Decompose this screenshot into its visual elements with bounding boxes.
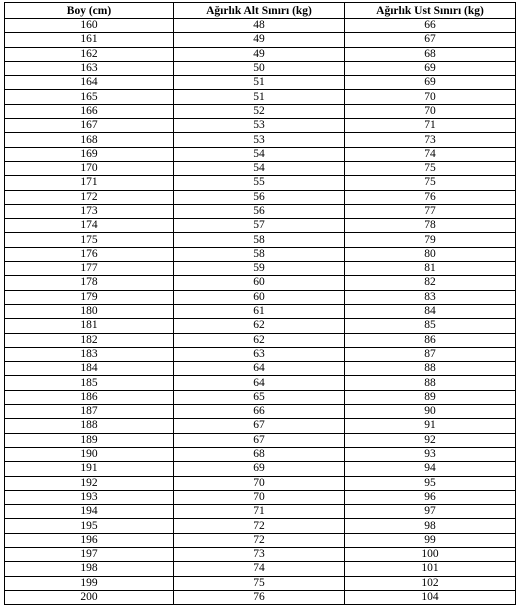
cell-weight-min: 67 [174, 419, 345, 433]
cell-weight-max: 68 [345, 47, 516, 61]
cell-weight-max: 66 [345, 19, 516, 33]
table-row [5, 362, 516, 376]
cell-weight-min: 53 [174, 133, 345, 147]
cell-height: 192 [5, 476, 174, 490]
cell-weight-min: 48 [174, 19, 345, 33]
table-row [5, 333, 516, 347]
cell-weight-max: 81 [345, 262, 516, 276]
cell-weight-min: 56 [174, 190, 345, 204]
header-row [5, 3, 516, 19]
cell-weight-min: 56 [174, 204, 345, 218]
table-row [5, 76, 516, 90]
cell-weight-min: 72 [174, 519, 345, 533]
cell-height: 176 [5, 247, 174, 261]
table-row [5, 319, 516, 333]
cell-weight-max: 77 [345, 204, 516, 218]
table-row [5, 390, 516, 404]
cell-height: 161 [5, 33, 174, 47]
cell-weight-max: 87 [345, 347, 516, 361]
header-weight-max: Ağırlık Ust Sınırı (kg) [345, 3, 516, 19]
cell-weight-min: 59 [174, 262, 345, 276]
cell-weight-min: 72 [174, 533, 345, 547]
cell-weight-min: 61 [174, 304, 345, 318]
table-row [5, 176, 516, 190]
table-row [5, 547, 516, 561]
cell-weight-max: 97 [345, 505, 516, 519]
cell-weight-min: 69 [174, 462, 345, 476]
cell-weight-max: 95 [345, 476, 516, 490]
cell-weight-min: 73 [174, 547, 345, 561]
cell-height: 177 [5, 262, 174, 276]
cell-weight-max: 83 [345, 290, 516, 304]
cell-weight-max: 104 [345, 590, 516, 604]
table-row [5, 490, 516, 504]
cell-height: 198 [5, 562, 174, 576]
cell-weight-min: 52 [174, 104, 345, 118]
table-row [5, 476, 516, 490]
table-row [5, 290, 516, 304]
table-row [5, 304, 516, 318]
table-row [5, 247, 516, 261]
table-row [5, 505, 516, 519]
table-row [5, 262, 516, 276]
cell-weight-max: 69 [345, 76, 516, 90]
table-row [5, 462, 516, 476]
cell-weight-max: 101 [345, 562, 516, 576]
cell-weight-max: 86 [345, 333, 516, 347]
cell-height: 193 [5, 490, 174, 504]
cell-height: 199 [5, 576, 174, 590]
table-row [5, 419, 516, 433]
cell-weight-max: 84 [345, 304, 516, 318]
cell-height: 178 [5, 276, 174, 290]
cell-height: 183 [5, 347, 174, 361]
table-row [5, 90, 516, 104]
cell-weight-min: 64 [174, 376, 345, 390]
cell-weight-min: 70 [174, 490, 345, 504]
cell-weight-max: 70 [345, 104, 516, 118]
cell-weight-min: 63 [174, 347, 345, 361]
table-row [5, 533, 516, 547]
table-row [5, 19, 516, 33]
cell-weight-min: 70 [174, 476, 345, 490]
table-row [5, 276, 516, 290]
cell-height: 174 [5, 219, 174, 233]
cell-height: 168 [5, 133, 174, 147]
cell-height: 197 [5, 547, 174, 561]
cell-weight-min: 51 [174, 90, 345, 104]
cell-weight-max: 100 [345, 547, 516, 561]
cell-weight-max: 75 [345, 176, 516, 190]
table-row [5, 562, 516, 576]
cell-weight-min: 51 [174, 76, 345, 90]
cell-height: 165 [5, 90, 174, 104]
table-row [5, 219, 516, 233]
cell-weight-min: 58 [174, 247, 345, 261]
cell-weight-min: 55 [174, 176, 345, 190]
cell-weight-min: 66 [174, 405, 345, 419]
cell-height: 188 [5, 419, 174, 433]
cell-height: 169 [5, 147, 174, 161]
table-row [5, 190, 516, 204]
cell-height: 163 [5, 61, 174, 75]
cell-weight-max: 75 [345, 161, 516, 175]
cell-height: 196 [5, 533, 174, 547]
cell-weight-min: 74 [174, 562, 345, 576]
cell-weight-min: 75 [174, 576, 345, 590]
cell-height: 170 [5, 161, 174, 175]
table-row [5, 47, 516, 61]
cell-height: 164 [5, 76, 174, 90]
cell-height: 187 [5, 405, 174, 419]
cell-weight-min: 60 [174, 276, 345, 290]
cell-height: 179 [5, 290, 174, 304]
cell-weight-min: 49 [174, 33, 345, 47]
cell-height: 200 [5, 590, 174, 604]
cell-weight-max: 69 [345, 61, 516, 75]
cell-height: 160 [5, 19, 174, 33]
cell-weight-max: 93 [345, 447, 516, 461]
table-row [5, 433, 516, 447]
cell-weight-min: 60 [174, 290, 345, 304]
cell-weight-min: 58 [174, 233, 345, 247]
cell-weight-max: 67 [345, 33, 516, 47]
cell-weight-max: 78 [345, 219, 516, 233]
cell-weight-max: 82 [345, 276, 516, 290]
cell-weight-max: 73 [345, 133, 516, 147]
table-row [5, 405, 516, 419]
cell-height: 171 [5, 176, 174, 190]
cell-weight-min: 54 [174, 147, 345, 161]
table-row [5, 376, 516, 390]
table-body [5, 19, 516, 605]
cell-height: 175 [5, 233, 174, 247]
table-row [5, 61, 516, 75]
cell-weight-min: 54 [174, 161, 345, 175]
cell-height: 167 [5, 119, 174, 133]
height-weight-table [4, 2, 516, 605]
cell-height: 172 [5, 190, 174, 204]
table-row [5, 347, 516, 361]
cell-height: 185 [5, 376, 174, 390]
cell-height: 191 [5, 462, 174, 476]
cell-weight-max: 70 [345, 90, 516, 104]
cell-weight-max: 98 [345, 519, 516, 533]
cell-weight-max: 99 [345, 533, 516, 547]
cell-weight-max: 102 [345, 576, 516, 590]
cell-weight-min: 64 [174, 362, 345, 376]
cell-height: 195 [5, 519, 174, 533]
table-row [5, 204, 516, 218]
cell-weight-min: 68 [174, 447, 345, 461]
cell-height: 166 [5, 104, 174, 118]
header-height: Boy (cm) [5, 3, 174, 19]
cell-weight-min: 65 [174, 390, 345, 404]
table-row [5, 576, 516, 590]
table-row [5, 104, 516, 118]
cell-weight-max: 71 [345, 119, 516, 133]
cell-weight-min: 62 [174, 333, 345, 347]
header-weight-min: Ağırlık Alt Sınırı (kg) [174, 3, 345, 19]
cell-height: 194 [5, 505, 174, 519]
cell-height: 173 [5, 204, 174, 218]
cell-height: 181 [5, 319, 174, 333]
cell-weight-max: 88 [345, 362, 516, 376]
cell-height: 182 [5, 333, 174, 347]
table-row [5, 447, 516, 461]
cell-weight-min: 57 [174, 219, 345, 233]
cell-weight-max: 85 [345, 319, 516, 333]
table-row [5, 147, 516, 161]
cell-weight-max: 90 [345, 405, 516, 419]
cell-weight-max: 96 [345, 490, 516, 504]
cell-height: 189 [5, 433, 174, 447]
cell-height: 184 [5, 362, 174, 376]
cell-weight-max: 88 [345, 376, 516, 390]
table-row [5, 119, 516, 133]
cell-weight-max: 92 [345, 433, 516, 447]
cell-weight-max: 89 [345, 390, 516, 404]
cell-weight-max: 80 [345, 247, 516, 261]
cell-height: 162 [5, 47, 174, 61]
table-row [5, 161, 516, 175]
cell-weight-min: 76 [174, 590, 345, 604]
table-row [5, 233, 516, 247]
cell-height: 190 [5, 447, 174, 461]
cell-weight-min: 71 [174, 505, 345, 519]
cell-weight-max: 74 [345, 147, 516, 161]
cell-weight-min: 53 [174, 119, 345, 133]
table-row [5, 33, 516, 47]
cell-weight-min: 62 [174, 319, 345, 333]
table-row [5, 133, 516, 147]
table-row [5, 519, 516, 533]
cell-weight-min: 67 [174, 433, 345, 447]
cell-weight-max: 79 [345, 233, 516, 247]
cell-weight-min: 50 [174, 61, 345, 75]
cell-height: 180 [5, 304, 174, 318]
table-row [5, 590, 516, 604]
cell-weight-min: 49 [174, 47, 345, 61]
cell-weight-max: 91 [345, 419, 516, 433]
cell-height: 186 [5, 390, 174, 404]
table-header [5, 3, 516, 19]
cell-weight-max: 94 [345, 462, 516, 476]
cell-weight-max: 76 [345, 190, 516, 204]
